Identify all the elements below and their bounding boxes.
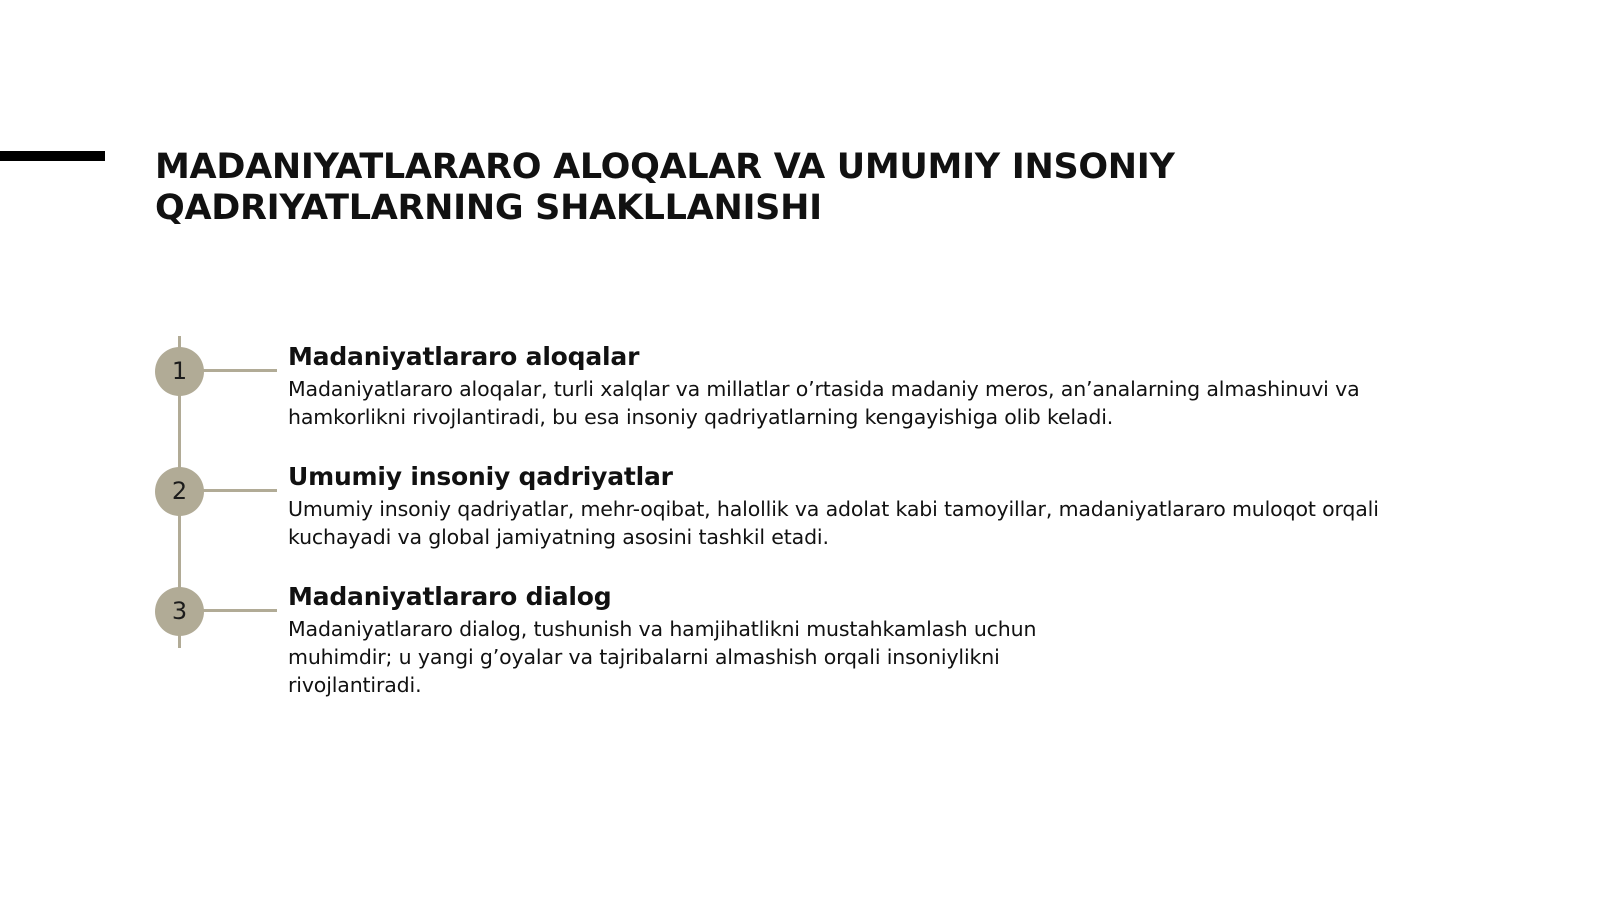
slide-title (155, 147, 1455, 229)
timeline-item-title: Madaniyatlararo aloqalar (288, 342, 640, 371)
timeline-item-title: Madaniyatlararo dialog (288, 582, 612, 611)
slide-title-line-2: QADRIYATLARNING SHAKLLANISHI (155, 188, 822, 228)
timeline-item-text-line-2: muhimdir; u yangi g’oyalar va tajribalarni almashish orqali insoniylikni (288, 645, 1000, 669)
step-number-1: 1 (155, 347, 204, 396)
timeline-item-text (288, 375, 1488, 431)
timeline-item-text-line-2: kuchayadi va global jamiyatning asosini tashkil etadi. (288, 525, 829, 549)
timeline-item-text-line-1: Madaniyatlararo dialog, tushunish va hamjihatlikni mustahkamlash uchun (288, 617, 1037, 641)
slide-title-line-1: MADANIYATLARARO ALOQALAR VA UMUMIY INSONIY (155, 147, 1175, 187)
timeline-item-2 (288, 462, 1488, 551)
timeline-item-text-line-3: rivojlantiradi. (288, 673, 422, 697)
timeline-item-3 (288, 582, 1488, 699)
title-accent-bar (0, 151, 105, 161)
timeline-connector-3 (200, 609, 277, 612)
step-number-2: 2 (155, 467, 204, 516)
timeline-item-text (288, 615, 1488, 699)
timeline-item-text-line-1: Umumiy insoniy qadriyatlar, mehr-oqibat, halollik va adolat kabi tamoyillar, madaniyatlararo muloqot orqali (288, 497, 1379, 521)
timeline-item-title: Umumiy insoniy qadriyatlar (288, 462, 673, 491)
timeline-item-text-line-1: Madaniyatlararo aloqalar, turli xalqlar va millatlar o’rtasida madaniy meros, an’analarning almashinuvi va (288, 377, 1360, 401)
timeline-item-1 (288, 342, 1488, 431)
timeline-item-text (288, 495, 1488, 551)
timeline-item-text-line-2: hamkorlikni rivojlantiradi, bu esa insoniy qadriyatlarning kengayishiga olib keladi. (288, 405, 1114, 429)
timeline-connector-2 (200, 489, 277, 492)
step-number-3: 3 (155, 587, 204, 636)
timeline-connector-1 (200, 369, 277, 372)
